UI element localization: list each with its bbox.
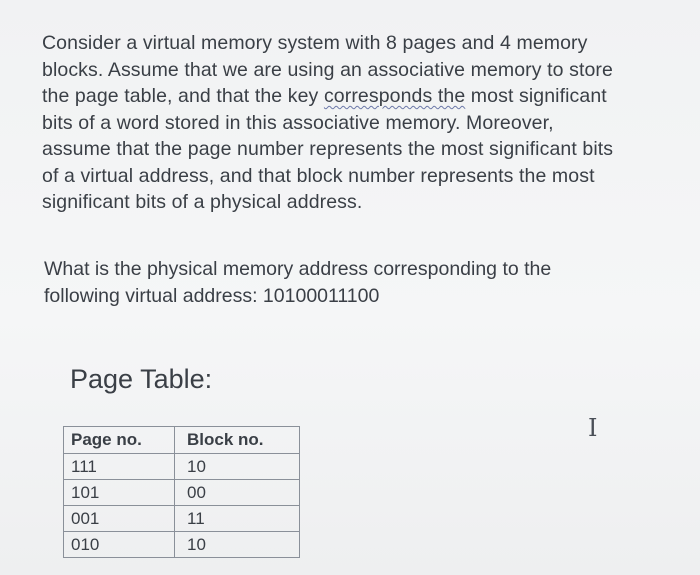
block-cell: 10 <box>175 532 300 558</box>
question-segment: the page table, and that the key <box>42 85 324 107</box>
question-segment: most significant <box>465 85 607 107</box>
page-cell: 101 <box>64 480 175 506</box>
page-cell: 010 <box>64 532 175 558</box>
table-header-row <box>64 427 300 454</box>
block-cell: 00 <box>175 480 300 506</box>
table-row <box>64 480 300 506</box>
prompt-text <box>44 256 664 309</box>
question-line: assume that the page number represents the most significant bits <box>42 138 614 160</box>
question-line: bits of a word stored in this associative memory. Moreover, <box>42 111 554 134</box>
question-line: blocks. Assume that we are using an associative memory to store <box>42 58 613 81</box>
text-cursor-icon: I <box>588 414 598 442</box>
page-table <box>63 426 300 558</box>
table-row <box>64 506 300 532</box>
column-header-page-no: Page no. <box>64 427 175 454</box>
question-line: of a virtual address, and that block number represents the most <box>42 164 595 187</box>
grammar-flag[interactable]: corresponds the <box>323 85 466 107</box>
page-cell: 111 <box>64 454 175 480</box>
question-line: Consider a virtual memory system with 8 pages and 4 memory <box>42 32 588 54</box>
prompt-line: following virtual address: 10100011100 <box>44 284 380 307</box>
question-line: significant bits of a physical address. <box>42 191 363 213</box>
table-row <box>64 454 300 480</box>
question-text <box>42 30 672 216</box>
prompt-line: What is the physical memory address corresponding to the <box>44 258 552 280</box>
column-header-block-no: Block no. <box>175 427 300 454</box>
block-cell: 10 <box>175 454 300 480</box>
question-line <box>42 83 672 110</box>
block-cell: 11 <box>175 506 300 532</box>
page-table-heading: Page Table: <box>70 364 213 394</box>
table-row <box>64 532 300 558</box>
page-cell: 001 <box>64 506 175 532</box>
